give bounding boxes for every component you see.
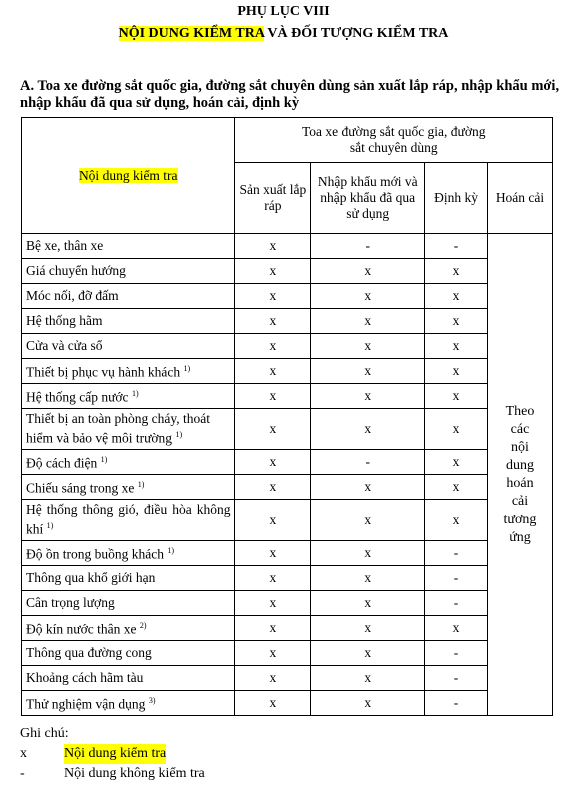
row-label [22,475,235,500]
row-label-text: Cửa và cửa sổ [26,338,103,353]
row-value: - [311,450,425,475]
row-label [22,541,235,566]
row-label [22,500,235,541]
table-row [22,259,553,284]
table-row [22,500,553,541]
row-value: - [425,541,488,566]
footnote-marker: 3) [148,696,156,706]
note-symbol: x [20,746,27,761]
table-row [22,359,553,384]
note-item [20,764,205,784]
table-row [22,334,553,359]
header-manufacture: Sản xuất lắp ráp [235,163,311,234]
row-value: x [425,359,488,384]
row-label [22,566,235,591]
row-label-text: Móc nối, đỡ đấm [26,288,119,303]
header-content: Nội dung kiểm tra [22,118,235,234]
header-periodic: Định kỳ [425,163,488,234]
table-row [22,475,553,500]
row-value: x [235,309,311,334]
row-label [22,234,235,259]
note-text: Nội dung kiểm tra [64,744,166,764]
row-value: - [425,591,488,616]
row-value: x [425,616,488,641]
row-label [22,309,235,334]
header-group: Toa xe đường sắt quốc gia, đường sắt chuyên dùng [235,118,553,163]
notes-heading: Ghi chú: [20,726,69,741]
row-label [22,666,235,691]
table-row [22,309,553,334]
row-value: x [425,334,488,359]
table-row [22,566,553,591]
row-value: x [425,284,488,309]
row-label [22,641,235,666]
note-symbol: - [20,766,25,781]
row-label [22,384,235,409]
row-value: x [311,500,425,541]
footnote-marker: 2) [139,621,147,631]
row-label-text: Độ ồn trong buồng khách [26,546,164,562]
row-value: x [425,475,488,500]
row-label-text: Thông qua khổ giới hạn [26,570,156,585]
inspection-table [21,117,553,716]
row-label-text: Cân trọng lượng [26,595,115,610]
row-value: x [235,234,311,259]
row-value: x [235,500,311,541]
row-label-text: Độ cách điện [26,455,98,471]
table-row [22,641,553,666]
row-label-text: Hệ thống thông gió, điều hòa không khí [26,502,231,537]
notes [20,724,205,784]
footnote-marker: 1) [137,480,145,490]
row-label-text: Thiết bị phục vụ hành khách [26,364,181,380]
row-label-text: Thử nghiệm vận dụng [26,696,146,712]
row-value: x [235,541,311,566]
row-value: x [425,409,488,450]
row-label-text: Bệ xe, thân xe [26,238,104,253]
row-value: x [425,309,488,334]
row-label [22,591,235,616]
row-value: x [235,641,311,666]
row-value: x [311,409,425,450]
section-a-heading: A. Toa xe đường sắt quốc gia, đường sắt chuyên dùng sản xuất lắp ráp, nhập khẩu mới, nhập khẩu đã qua sử dụng, hoán cải, định kỳ [20,78,560,111]
row-value: x [235,359,311,384]
table-row [22,616,553,641]
table-row [22,450,553,475]
row-value: x [311,359,425,384]
row-label-text: Khoảng cách hãm tàu [26,670,144,685]
row-value: x [311,641,425,666]
row-value: x [425,500,488,541]
header-conversion: Hoán cải [488,163,553,234]
row-label-text: Giá chuyển hướng [26,263,126,278]
row-value: x [235,591,311,616]
row-value: x [235,475,311,500]
main-title-highlight: NỘI DUNG KIỂM TRA [118,26,265,41]
row-value: - [425,641,488,666]
table-row [22,541,553,566]
row-label [22,259,235,284]
row-value: - [425,666,488,691]
row-value: x [311,475,425,500]
row-label-text: Hệ thống cấp nước [26,389,129,405]
row-label [22,334,235,359]
row-value: x [235,409,311,450]
row-value: x [425,259,488,284]
table-row [22,284,553,309]
conversion-note: Theo các nội dung hoán cải tương ứng [488,234,553,716]
main-title-rest: VÀ ĐỐI TƯỢNG KIỂM TRA [264,26,449,41]
row-value: x [235,691,311,716]
table-row [22,591,553,616]
row-value: x [235,666,311,691]
table-row [22,384,553,409]
row-value: - [311,234,425,259]
row-value: x [235,566,311,591]
row-value: - [425,566,488,591]
appendix-title: PHỤ LỤC VIII [237,4,330,19]
row-value: x [311,334,425,359]
row-value: x [235,259,311,284]
row-value: - [425,691,488,716]
row-label [22,616,235,641]
row-label [22,450,235,475]
table-row [22,409,553,450]
row-value: x [311,384,425,409]
row-value: x [311,591,425,616]
footnote-marker: 1) [100,455,108,465]
row-label [22,284,235,309]
table-row [22,234,553,259]
row-label-text: Thiết bị an toàn phòng cháy, thoát hiểm và bảo vệ môi trường [26,411,210,446]
row-value: x [235,284,311,309]
row-label-text: Thông qua đường cong [26,645,152,660]
note-item [20,744,205,764]
footnote-marker: 1) [183,364,191,374]
header-import: Nhập khẩu mới và nhập khẩu đã qua sử dụng [311,163,425,234]
row-value: x [311,691,425,716]
row-value: x [311,666,425,691]
footnote-marker: 1) [131,389,139,399]
row-value: x [235,384,311,409]
row-value: x [311,616,425,641]
row-label-text: Hệ thống hãm [26,313,103,328]
row-value: x [235,334,311,359]
main-title [0,26,567,42]
row-value: x [311,566,425,591]
footnote-marker: 1) [175,430,183,440]
row-value: x [311,309,425,334]
row-value: x [425,450,488,475]
row-value: x [425,384,488,409]
row-label [22,409,235,450]
table-body [22,234,553,716]
row-label-text: Độ kín nước thân xe [26,621,137,637]
note-text: Nội dung không kiểm tra [64,766,205,781]
row-value: x [235,450,311,475]
row-value: x [311,541,425,566]
table-row [22,691,553,716]
row-label [22,359,235,384]
row-value: x [235,616,311,641]
table-row [22,666,553,691]
footnote-marker: 1) [46,521,54,531]
row-value: x [311,259,425,284]
footnote-marker: 1) [167,546,175,556]
row-value: x [311,284,425,309]
row-label [22,691,235,716]
row-value: - [425,234,488,259]
row-label-text: Chiếu sáng trong xe [26,480,135,496]
